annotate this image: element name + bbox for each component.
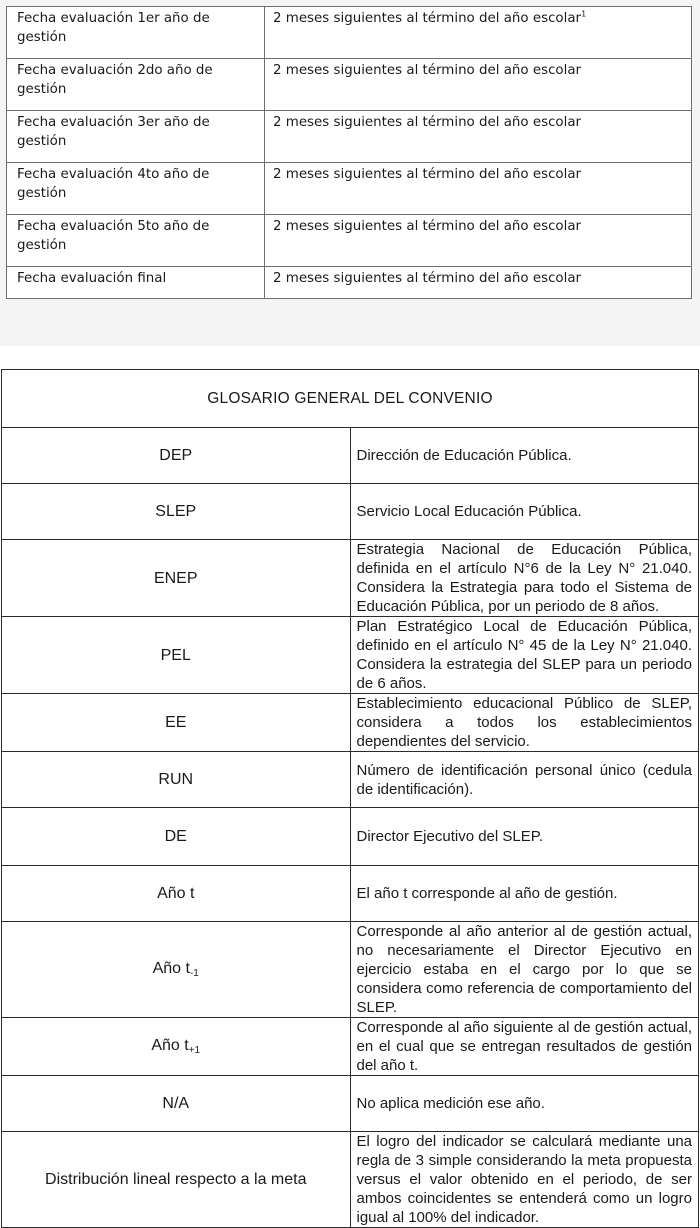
glossary-term: N/A — [2, 1076, 351, 1132]
glossary-definition: Número de identificación personal único (cedula de identificación). — [350, 752, 699, 808]
term-subscript: -1 — [189, 968, 199, 979]
schedule-label: Fecha evaluación 3er año de gestión — [7, 111, 265, 163]
glossary-row — [2, 808, 699, 866]
glossary-row — [2, 617, 699, 694]
glossary-term: Año t — [2, 866, 351, 922]
schedule-value: 2 meses siguientes al término del año escolar — [265, 267, 692, 299]
schedule-value — [265, 7, 692, 59]
schedule-label: Fecha evaluación final — [7, 267, 265, 299]
schedule-label: Fecha evaluación 1er año de gestión — [7, 7, 265, 59]
glossary-term — [2, 1018, 351, 1076]
table-row — [7, 163, 692, 215]
glossary-term: DE — [2, 808, 351, 866]
footnote-marker: 1 — [581, 9, 587, 19]
glossary-definition: Servicio Local Educación Pública. — [350, 484, 699, 540]
glossary-definition: Corresponde al año siguiente al de gestión actual, en el cual que se entregan resultados de gestión del año t. — [350, 1018, 699, 1076]
glossary-row — [2, 866, 699, 922]
schedule-value: 2 meses siguientes al término del año escolar — [265, 59, 692, 111]
evaluation-schedule-table — [6, 6, 692, 299]
glossary-definition: No aplica medición ese año. — [350, 1076, 699, 1132]
glossary-term-text: Año t — [151, 1037, 189, 1054]
glossary-row — [2, 752, 699, 808]
glossary-definition: Establecimiento educacional Público de SLEP, considera a todos los establecimientos dependientes del servicio. — [350, 694, 699, 752]
table-row — [7, 215, 692, 267]
glossary-row — [2, 1132, 699, 1228]
glossary-row — [2, 694, 699, 752]
term-subscript: +1 — [188, 1045, 201, 1056]
table-row — [7, 267, 692, 299]
glossary-term-text: Año t — [152, 960, 190, 977]
glossary-definition: Corresponde al año anterior al de gestión actual, no necesariamente el Director Ejecutivo en ejercicio estaba en el cargo por lo que se considera como referencia de comportamiento del SLEP. — [350, 922, 699, 1018]
glossary-definition: El logro del indicador se calculará mediante una regla de 3 simple considerando la meta propuesta versus el valor obtenido en el periodo, de ser ambos coincidentes se entenderá como un logro igual al 100% del indicador. — [350, 1132, 699, 1228]
glossary-title: GLOSARIO GENERAL DEL CONVENIO — [2, 370, 699, 428]
glossary-definition: Estrategia Nacional de Educación Pública, definida en el artículo N°6 de la Ley N° 21.040. Considera la Estrategia para todo el Sistema de Educación Pública, por un periodo de 8 años. — [350, 540, 699, 617]
schedule-value: 2 meses siguientes al término del año escolar — [265, 215, 692, 267]
schedule-label: Fecha evaluación 5to año de gestión — [7, 215, 265, 267]
glossary-row — [2, 484, 699, 540]
schedule-value: 2 meses siguientes al término del año escolar — [265, 163, 692, 215]
evaluation-schedule-section — [0, 0, 700, 346]
glossary-term: PEL — [2, 617, 351, 694]
table-row — [7, 111, 692, 163]
schedule-label: Fecha evaluación 2do año de gestión — [7, 59, 265, 111]
glossary-definition: Plan Estratégico Local de Educación Pública, definido en el artículo N° 45 de la Ley N° 21.040. Considera la estrategia del SLEP para un periodo de 6 años. — [350, 617, 699, 694]
glossary-definition: El año t corresponde al año de gestión. — [350, 866, 699, 922]
schedule-label: Fecha evaluación 4to año de gestión — [7, 163, 265, 215]
glossary-term: ENEP — [2, 540, 351, 617]
glossary-title-row — [2, 370, 699, 428]
glossary-table — [1, 369, 699, 1228]
schedule-value: 2 meses siguientes al término del año escolar — [265, 111, 692, 163]
glossary-term — [2, 922, 351, 1018]
glossary-term: Distribución lineal respecto a la meta — [2, 1132, 351, 1228]
glossary-row — [2, 428, 699, 484]
glossary-row — [2, 1076, 699, 1132]
glossary-definition: Dirección de Educación Pública. — [350, 428, 699, 484]
table-row — [7, 7, 692, 59]
schedule-value-text: 2 meses siguientes al término del año escolar — [273, 11, 582, 26]
glossary-definition: Director Ejecutivo del SLEP. — [350, 808, 699, 866]
glossary-term: RUN — [2, 752, 351, 808]
glossary-row — [2, 1018, 699, 1076]
glossary-row — [2, 540, 699, 617]
table-row — [7, 59, 692, 111]
glossary-term: DEP — [2, 428, 351, 484]
glossary-term: EE — [2, 694, 351, 752]
glossary-row — [2, 922, 699, 1018]
glossary-term: SLEP — [2, 484, 351, 540]
